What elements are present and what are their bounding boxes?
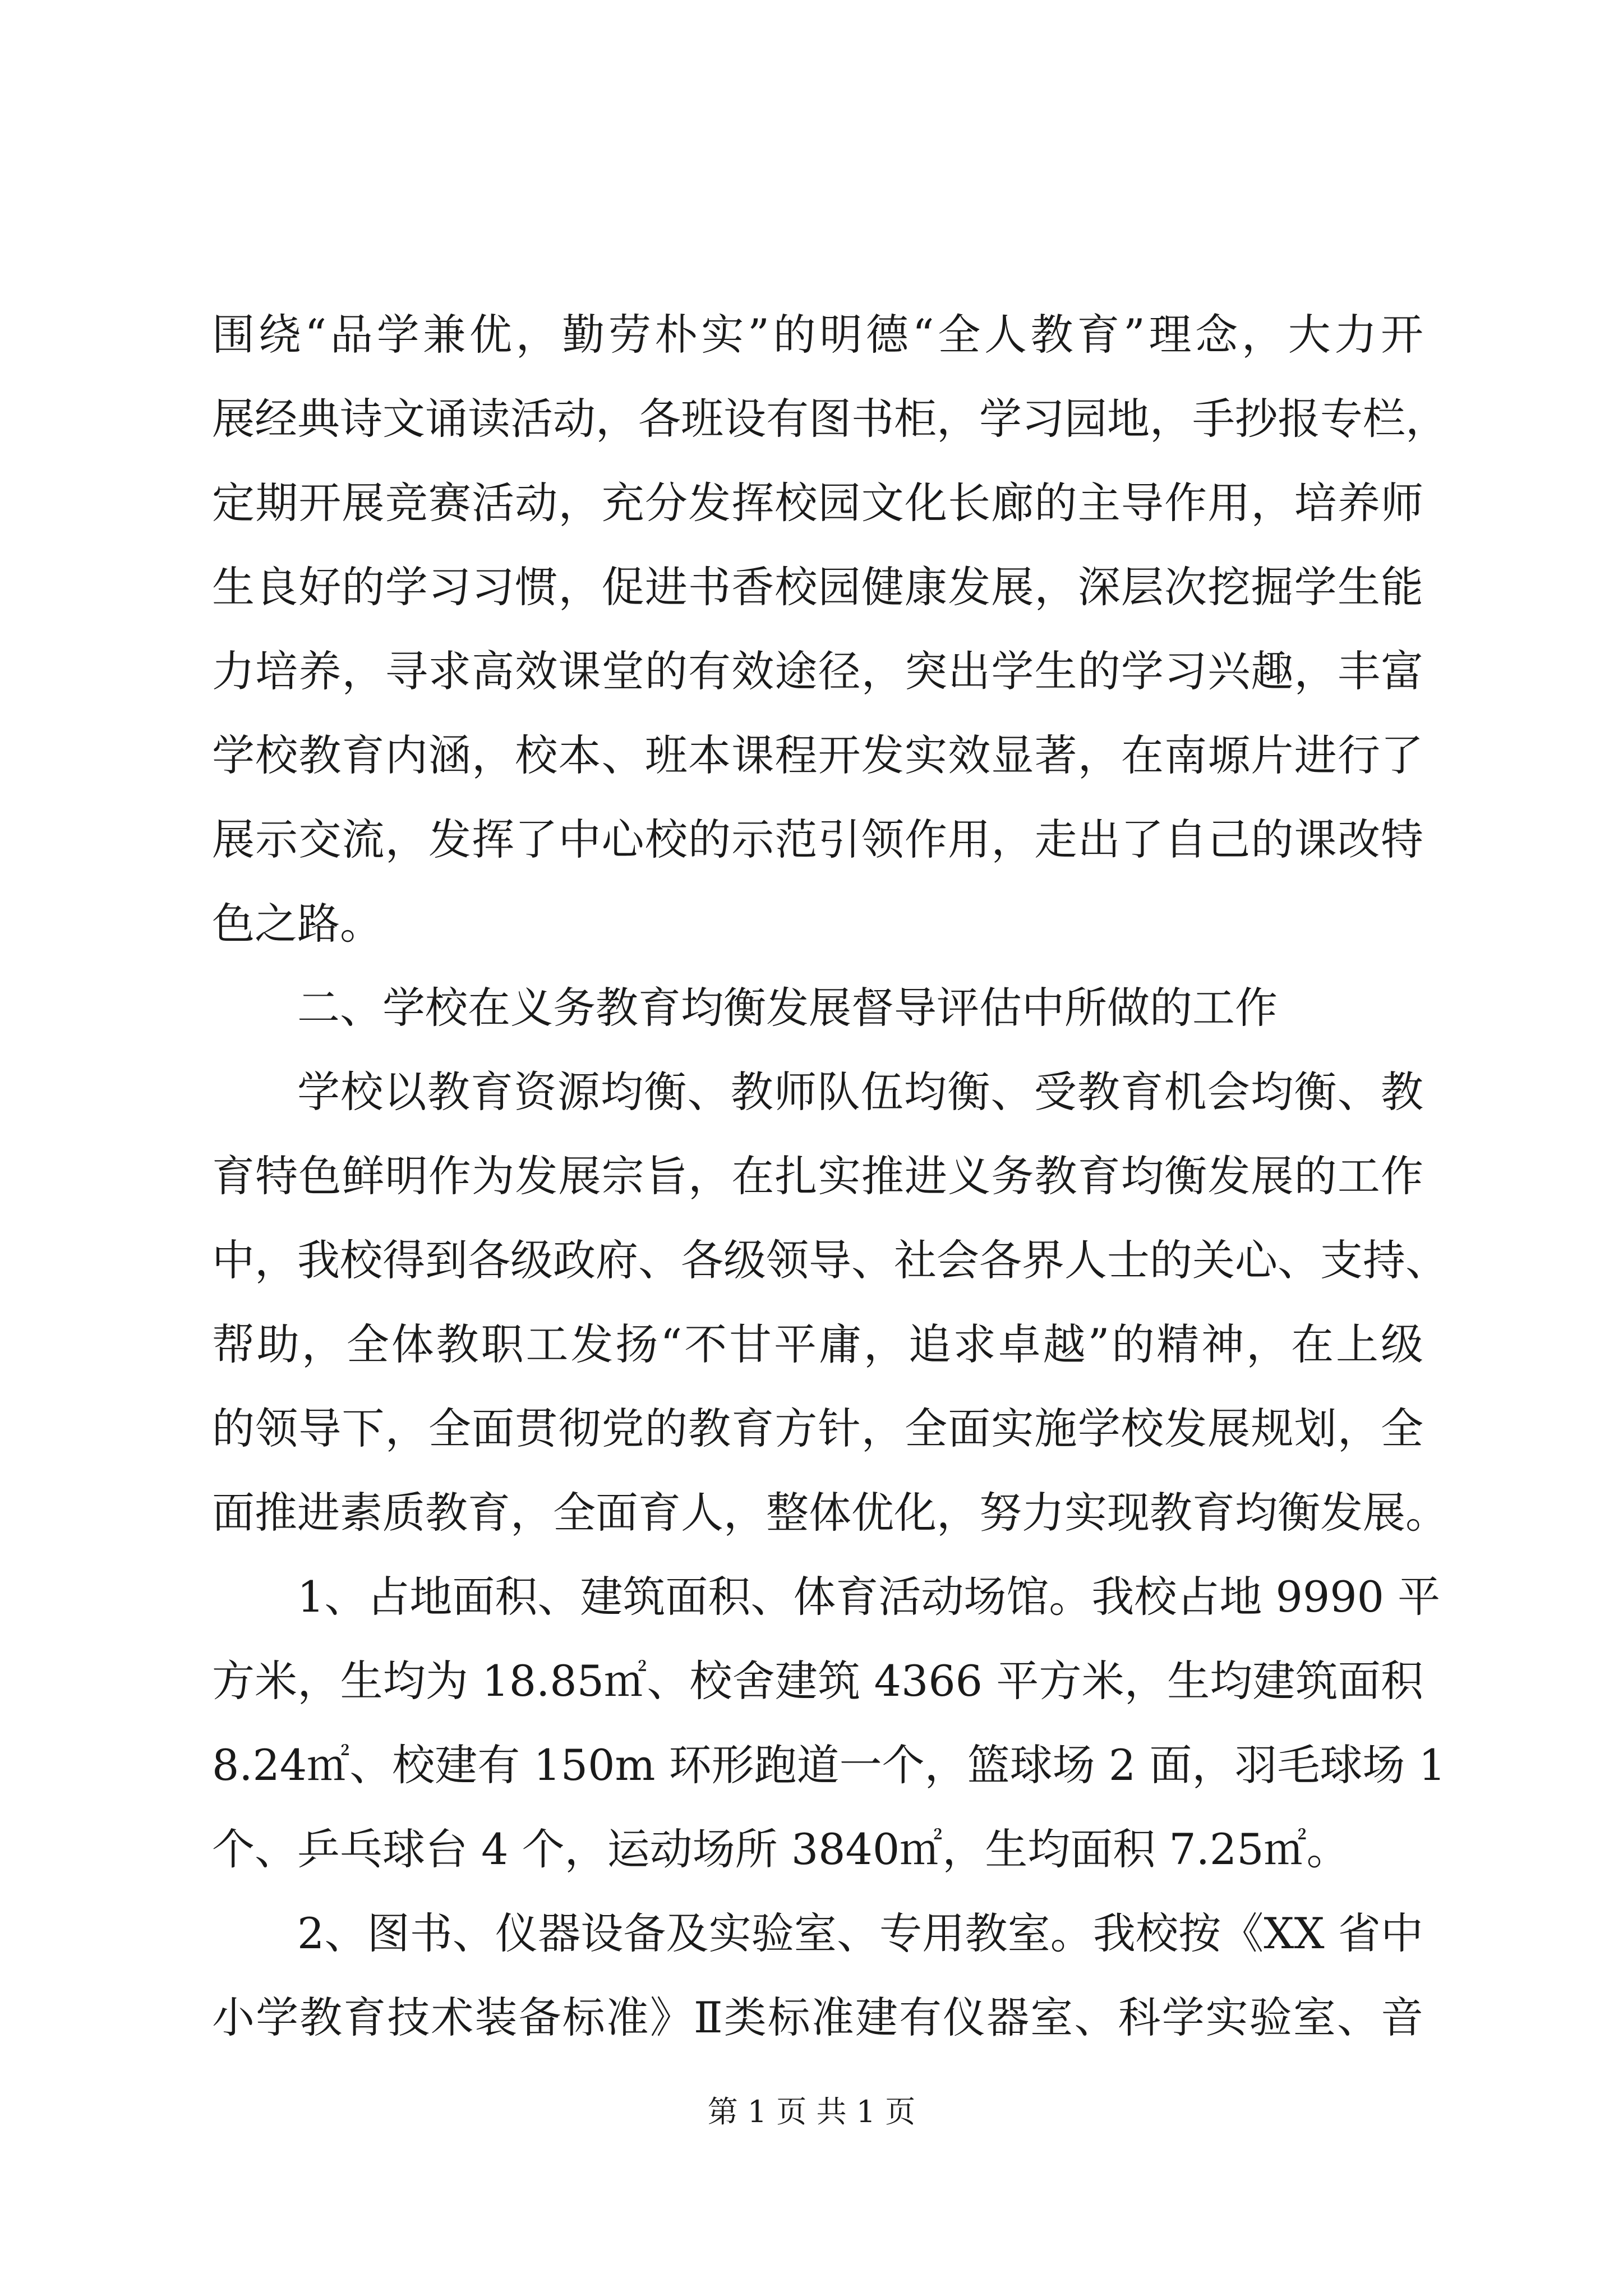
section-heading: 二、学校在义务教育均衡发展督导评估中所做的工作 xyxy=(297,983,1278,1033)
body-text-line: 帮助，全体教职工发扬“不甘平庸，追求卓越”的精神，在上级 xyxy=(212,1319,1423,1369)
body-text-line: 面推进素质教育，全面育人，整体优化，努力实现教育均衡发展。 xyxy=(212,1488,1448,1538)
body-text-line: 中，我校得到各级政府、各级领导、社会各界人士的关心、支持、 xyxy=(212,1235,1448,1285)
body-text-line: 个、乒乓球台 4 个，运动场所 3840㎡，生均面积 7.25㎡。 xyxy=(212,1824,1349,1874)
body-text-line: 生良好的学习习惯，促进书香校园健康发展，深层次挖掘学生能 xyxy=(212,562,1423,612)
body-text-line: 1、占地面积、建筑面积、体育活动场馆。我校占地 9990 平 xyxy=(297,1572,1441,1622)
body-text-line: 2、图书、仪器设备及实验室、专用教室。我校按《XX 省中 xyxy=(297,1908,1423,1958)
body-text-line: 色之路。 xyxy=(212,899,382,949)
body-text-line: 定期开展竞赛活动，充分发挥校园文化长廊的主导作用，培养师 xyxy=(212,478,1423,528)
body-text-line: 展示交流，发挥了中心校的示范引领作用，走出了自己的课改特 xyxy=(212,815,1423,864)
body-text-line: 方米，生均为 18.85㎡、校舍建筑 4366 平方米，生均建筑面积 xyxy=(212,1656,1423,1706)
body-text-line: 学校以教育资源均衡、教师队伍均衡、受教育机会均衡、教 xyxy=(297,1067,1423,1117)
body-text-line: 展经典诗文诵读活动，各班设有图书柜，学习园地，手抄报专栏， xyxy=(212,394,1448,444)
body-text-line: 围绕“品学兼优，勤劳朴实”的明德“全人教育”理念，大力开 xyxy=(212,310,1423,360)
body-text-line: 8.24㎡、校建有 150m 环形跑道一个，篮球场 2 面，羽毛球场 1 xyxy=(212,1740,1446,1790)
body-text-line: 小学教育技术装备标准》Ⅱ类标准建有仪器室、科学实验室、音 xyxy=(212,1993,1423,2042)
page-number-footer: 第 1 页 共 1 页 xyxy=(707,2094,916,2129)
body-text-line: 的领导下，全面贯彻党的教育方针，全面实施学校发展规划，全 xyxy=(212,1404,1423,1453)
body-text-line: 育特色鲜明作为发展宗旨，在扎实推进义务教育均衡发展的工作 xyxy=(212,1151,1423,1201)
body-text-line: 力培养，寻求高效课堂的有效途径，突出学生的学习兴趣，丰富 xyxy=(212,646,1423,696)
body-text-line: 学校教育内涵，校本、班本课程开发实效显著，在南塬片进行了 xyxy=(212,730,1423,780)
document-body xyxy=(212,293,1448,2060)
